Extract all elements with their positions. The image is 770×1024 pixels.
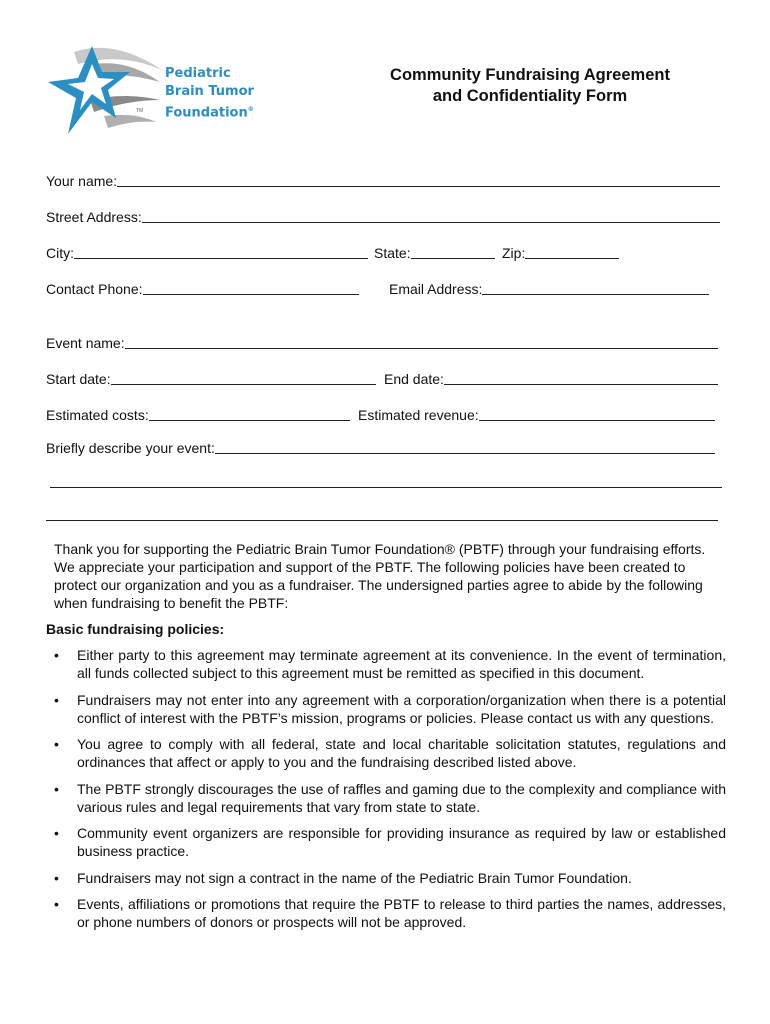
title-line-2: and Confidentiality Form (432, 87, 628, 105)
title-line-1: Community Fundraising Agreement (390, 66, 670, 84)
your-name-label: Your name: (46, 173, 118, 189)
street-address-line[interactable] (142, 208, 720, 223)
policy-text: You agree to comply with all federal, state and local charitable solicitation statutes, regulations and ordinances that affect or apply to you and the fundraising described listed above. (77, 736, 726, 770)
bullet-icon: • (54, 691, 59, 708)
policy-text: Fundraisers may not enter into any agreement with a corporation/organization when there is a potential conflict of interest with the PBTF’s mission, programs or policies. Please contact us with any questions. (77, 691, 726, 726)
list-item (46, 735, 726, 771)
star-logo-icon (44, 42, 164, 142)
event-name-label: Event name: (46, 335, 125, 351)
policy-text: Either party to this agreement may terminate agreement at its convenience. In the event of termination, all funds collected subject to this agreement must be remitted as specified in this document. (77, 647, 726, 681)
start-date-line[interactable] (111, 370, 376, 385)
street-address-label: Street Address: (46, 209, 142, 225)
page-title (380, 65, 680, 107)
your-name-field[interactable] (46, 172, 720, 189)
list-item (46, 691, 726, 727)
street-address-field[interactable] (46, 208, 720, 225)
city-label: City: (46, 245, 74, 261)
bullet-icon: • (54, 869, 59, 886)
org-name-line-1: Pediatric (165, 66, 231, 81)
email-address-line[interactable] (482, 280, 709, 295)
contact-phone-field[interactable] (46, 280, 359, 297)
start-date-field[interactable] (46, 370, 376, 387)
zip-label: Zip: (502, 245, 526, 261)
estimated-revenue-line[interactable] (479, 406, 715, 421)
list-item (46, 895, 726, 931)
estimated-revenue-label: Estimated revenue: (358, 407, 479, 423)
bullet-icon: • (54, 647, 59, 663)
email-address-field[interactable] (389, 280, 709, 297)
city-field[interactable] (46, 244, 368, 261)
end-date-field[interactable] (384, 370, 718, 387)
event-name-field[interactable] (46, 334, 718, 351)
state-label: State: (374, 245, 411, 261)
contact-phone-line[interactable] (143, 280, 359, 295)
estimated-costs-label: Estimated costs: (46, 407, 149, 423)
email-address-label: Email Address: (389, 281, 483, 297)
describe-event-line-3[interactable] (46, 520, 718, 521)
describe-event-label: Briefly describe your event: (46, 440, 215, 456)
policy-text: Events, affiliations or promotions that require the PBTF to release to third parties the names, addresses, or phone numbers of donors or prospects will not be approved. (77, 896, 726, 930)
list-item (46, 780, 726, 816)
your-name-line[interactable] (117, 172, 720, 187)
contact-phone-label: Contact Phone: (46, 281, 143, 297)
intro-paragraph: Thank you for supporting the Pediatric Brain Tumor Foundation® (PBTF) through your fundraising efforts. We appreciate your participation and support of the PBTF. The following policies have been created to protect our organization and you as a fundraiser. The undersigned parties agree to abide by the following when fundraising to benefit the PBTF: (54, 541, 706, 611)
end-date-line[interactable] (444, 370, 718, 385)
org-name-line-2: Brain Tumor (165, 84, 254, 99)
describe-event-line[interactable] (215, 439, 715, 454)
policy-text: Fundraisers may not sign a contract in the name of the Pediatric Brain Tumor Foundation. (77, 869, 632, 886)
policies-list (46, 646, 726, 940)
estimated-costs-line[interactable] (149, 406, 350, 421)
bullet-icon: • (54, 780, 59, 797)
list-item (46, 646, 726, 682)
zip-line[interactable] (525, 244, 619, 259)
registered-mark: ® (247, 106, 254, 113)
trademark-mark: TM (136, 108, 144, 114)
org-name-line-3: Foundation (165, 105, 248, 121)
policy-text: Community event organizers are responsible for providing insurance as required by law or established business practice. (77, 825, 726, 859)
zip-field[interactable] (502, 244, 619, 261)
list-item (46, 869, 726, 887)
foundation-logo (44, 42, 284, 142)
bullet-icon: • (54, 736, 59, 752)
policy-text: The PBTF strongly discourages the use of raffles and gaming due to the complexity and compliance with various rules and legal requirements that vary from state to state. (77, 780, 726, 815)
describe-event-line-2[interactable] (50, 487, 722, 488)
start-date-label: Start date: (46, 371, 111, 387)
describe-event-field[interactable] (46, 439, 715, 456)
list-item (46, 824, 726, 860)
city-line[interactable] (74, 244, 368, 259)
estimated-revenue-field[interactable] (358, 406, 715, 423)
bullet-icon: • (54, 825, 59, 841)
bullet-icon: • (54, 896, 59, 912)
state-field[interactable] (374, 244, 495, 261)
policies-heading: Basic fundraising policies: (46, 621, 225, 637)
event-name-line[interactable] (125, 334, 718, 349)
state-line[interactable] (411, 244, 495, 259)
estimated-costs-field[interactable] (46, 406, 350, 423)
end-date-label: End date: (384, 371, 444, 387)
org-name (165, 65, 254, 122)
